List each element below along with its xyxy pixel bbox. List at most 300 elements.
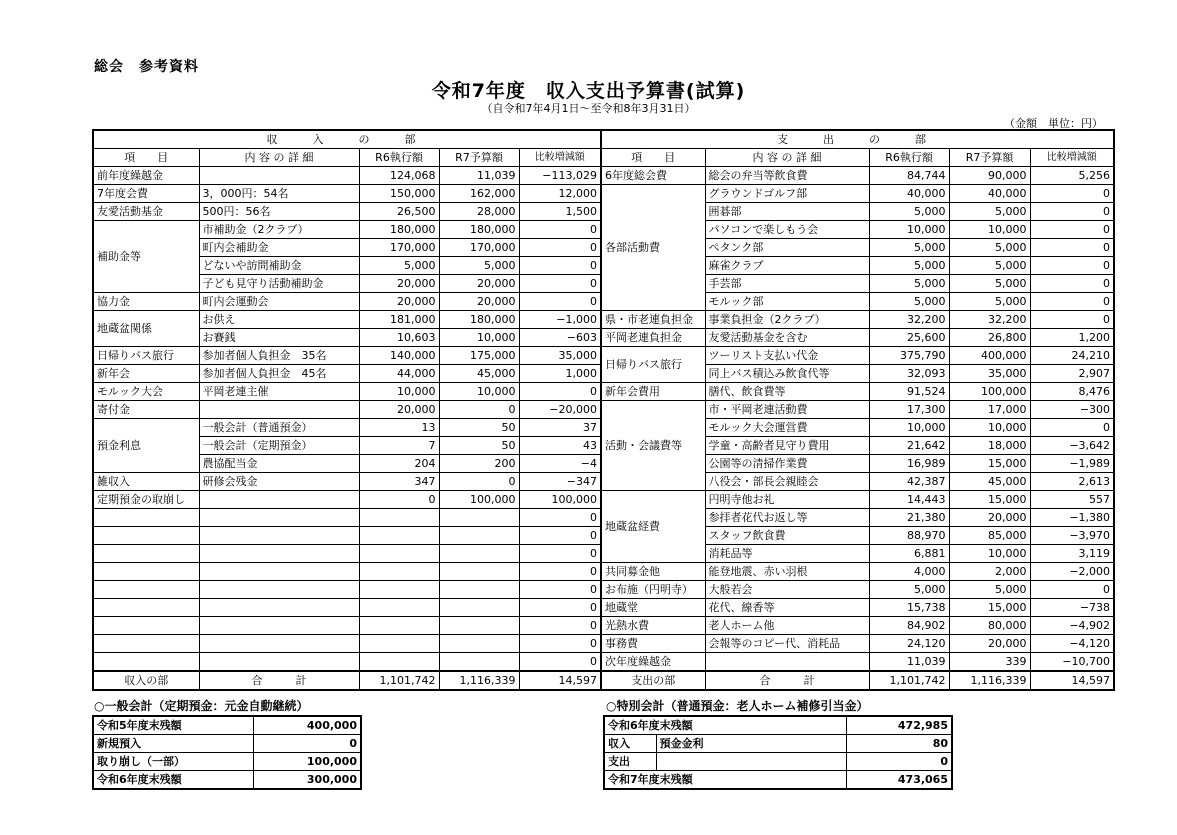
income-r7: 0 xyxy=(439,401,519,419)
expense-col-r6: R6執行額 xyxy=(869,149,949,167)
expense-r6: 84,902 xyxy=(869,617,949,635)
table-row xyxy=(93,653,1114,672)
income-detail xyxy=(199,527,359,545)
expense-detail: 大般若会 xyxy=(705,581,869,599)
expense-detail: 市・平岡老連活動費 xyxy=(705,401,869,419)
expense-total-r7: 1,116,339 xyxy=(949,671,1030,690)
special-label: 収入 xyxy=(604,735,656,753)
income-detail xyxy=(199,635,359,653)
expense-diff: 3,119 xyxy=(1030,545,1114,563)
income-r7 xyxy=(439,599,519,617)
expense-detail: 囲碁部 xyxy=(705,203,869,221)
income-item xyxy=(93,635,199,653)
expense-diff: 0 xyxy=(1030,293,1114,311)
special-account-title: ○特別会計（普通預金：老人ホーム補修引当金） xyxy=(606,699,869,713)
income-r6: 204 xyxy=(359,455,439,473)
expense-diff: −4,120 xyxy=(1030,635,1114,653)
expense-r7: 5,000 xyxy=(949,203,1030,221)
income-item: 補助金等 xyxy=(93,221,199,293)
income-r7: 200 xyxy=(439,455,519,473)
income-r6: 150,000 xyxy=(359,185,439,203)
income-r7 xyxy=(439,635,519,653)
income-diff: 37 xyxy=(519,419,601,437)
expense-r7: 35,000 xyxy=(949,365,1030,383)
expense-r6: 25,600 xyxy=(869,329,949,347)
expense-detail: 八役会・部長会親睦会 xyxy=(705,473,869,491)
expense-r7: 85,000 xyxy=(949,527,1030,545)
income-r6: 10,603 xyxy=(359,329,439,347)
income-diff: 0 xyxy=(519,275,601,293)
table-row xyxy=(93,167,1114,185)
special-value: 473,065 xyxy=(846,771,952,790)
income-r6 xyxy=(359,545,439,563)
expense-diff: 2,613 xyxy=(1030,473,1114,491)
expense-r7: 80,000 xyxy=(949,617,1030,635)
expense-detail: グラウンドゴルフ部 xyxy=(705,185,869,203)
income-detail xyxy=(199,491,359,509)
general-value: 300,000 xyxy=(253,771,361,790)
expense-detail: 老人ホーム他 xyxy=(705,617,869,635)
expense-item: 地蔵堂 xyxy=(601,599,705,617)
expense-r6: 17,300 xyxy=(869,401,949,419)
income-item xyxy=(93,599,199,617)
general-row xyxy=(93,716,361,735)
income-r7: 45,000 xyxy=(439,365,519,383)
income-diff: −113,029 xyxy=(519,167,601,185)
income-item xyxy=(93,509,199,527)
income-r6 xyxy=(359,653,439,672)
income-detail xyxy=(199,401,359,419)
income-total-r6: 1,101,742 xyxy=(359,671,439,690)
special-account-table xyxy=(603,715,953,790)
income-total-label: 収入の部 xyxy=(93,671,199,690)
special-value: 80 xyxy=(846,735,952,753)
expense-r6: 21,380 xyxy=(869,509,949,527)
income-col-detail: 内 容 の 詳 細 xyxy=(199,149,359,167)
income-r6 xyxy=(359,599,439,617)
general-label: 令和5年度末残額 xyxy=(93,716,253,735)
income-item: 前年度繰越金 xyxy=(93,167,199,185)
income-col-r6: R6執行額 xyxy=(359,149,439,167)
expense-r6: 10,000 xyxy=(869,419,949,437)
income-item: 定期預金の取崩し xyxy=(93,491,199,509)
income-diff: 0 xyxy=(519,563,601,581)
table-row xyxy=(93,311,1114,329)
expense-r6: 32,200 xyxy=(869,311,949,329)
total-row xyxy=(93,671,1114,690)
expense-detail: スタッフ飲食費 xyxy=(705,527,869,545)
expense-diff: −738 xyxy=(1030,599,1114,617)
income-col-diff: 比較増減額 xyxy=(519,149,601,167)
special-value: 0 xyxy=(846,753,952,771)
expense-item: 6年度総会費 xyxy=(601,167,705,185)
expense-detail: ツーリスト支払い代金 xyxy=(705,347,869,365)
expense-detail: 参拝者花代お返し等 xyxy=(705,509,869,527)
table-row xyxy=(93,617,1114,635)
income-r7: 10,000 xyxy=(439,329,519,347)
expense-detail: 膳代、飲食費等 xyxy=(705,383,869,401)
table-row xyxy=(93,581,1114,599)
fiscal-period: （自令和7年4月1日～至令和8年3月31日） xyxy=(481,102,696,115)
general-row xyxy=(93,753,361,771)
income-detail: 一般会計（普通預金） xyxy=(199,419,359,437)
expense-detail: 花代、線香等 xyxy=(705,599,869,617)
expense-r7: 5,000 xyxy=(949,581,1030,599)
income-diff: −347 xyxy=(519,473,601,491)
income-r6 xyxy=(359,635,439,653)
expense-diff: 0 xyxy=(1030,257,1114,275)
expense-r7: 15,000 xyxy=(949,455,1030,473)
special-sublabel xyxy=(656,753,846,771)
expense-r7: 5,000 xyxy=(949,239,1030,257)
income-item: 日帰りバス旅行 xyxy=(93,347,199,365)
expense-total-diff: 14,597 xyxy=(1030,671,1114,690)
income-detail: お供え xyxy=(199,311,359,329)
expense-diff: 1,200 xyxy=(1030,329,1114,347)
income-col-item: 項 目 xyxy=(93,149,199,167)
expense-r7: 15,000 xyxy=(949,491,1030,509)
expense-r7: 400,000 xyxy=(949,347,1030,365)
expense-item: 事務費 xyxy=(601,635,705,653)
expense-r7: 26,800 xyxy=(949,329,1030,347)
income-detail xyxy=(199,653,359,672)
expense-item: 各部活動費 xyxy=(601,185,705,311)
expense-r6: 375,790 xyxy=(869,347,949,365)
income-detail xyxy=(199,599,359,617)
income-r6: 44,000 xyxy=(359,365,439,383)
income-r7: 28,000 xyxy=(439,203,519,221)
table-row xyxy=(93,491,1114,509)
expense-detail: 麻雀クラブ xyxy=(705,257,869,275)
income-detail xyxy=(199,581,359,599)
expense-r7: 15,000 xyxy=(949,599,1030,617)
income-r7: 180,000 xyxy=(439,311,519,329)
expense-r7: 100,000 xyxy=(949,383,1030,401)
income-detail: どないや訪問補助金 xyxy=(199,257,359,275)
income-r7 xyxy=(439,581,519,599)
income-total-r7: 1,116,339 xyxy=(439,671,519,690)
expense-r6: 5,000 xyxy=(869,239,949,257)
income-item: 預金利息 xyxy=(93,419,199,473)
expense-r7: 20,000 xyxy=(949,509,1030,527)
income-diff: 0 xyxy=(519,257,601,275)
expense-detail: ペタンク部 xyxy=(705,239,869,257)
expense-r6: 5,000 xyxy=(869,293,949,311)
expense-total-r6: 1,101,742 xyxy=(869,671,949,690)
income-r6: 0 xyxy=(359,491,439,509)
income-diff: 100,000 xyxy=(519,491,601,509)
income-detail: お賽銭 xyxy=(199,329,359,347)
expense-r6: 21,642 xyxy=(869,437,949,455)
general-row xyxy=(93,771,361,790)
expense-diff: −3,970 xyxy=(1030,527,1114,545)
income-diff: 1,000 xyxy=(519,365,601,383)
income-item: 雑収入 xyxy=(93,473,199,491)
expense-diff: −3,642 xyxy=(1030,437,1114,455)
income-item: 地蔵盆関係 xyxy=(93,311,199,347)
expense-r6: 14,443 xyxy=(869,491,949,509)
general-value: 0 xyxy=(253,735,361,753)
income-r7: 5,000 xyxy=(439,257,519,275)
expense-diff: 2,907 xyxy=(1030,365,1114,383)
income-r7 xyxy=(439,527,519,545)
special-label: 令和7年度末残額 xyxy=(604,771,846,790)
special-label: 令和6年度末残額 xyxy=(604,716,846,735)
expense-item: 次年度繰越金 xyxy=(601,653,705,672)
income-detail: 市補助金（2クラブ） xyxy=(199,221,359,239)
expense-col-detail: 内 容 の 詳 細 xyxy=(705,149,869,167)
expense-diff: 0 xyxy=(1030,221,1114,239)
income-diff: 43 xyxy=(519,437,601,455)
expense-item: 光熱水費 xyxy=(601,617,705,635)
income-r6 xyxy=(359,527,439,545)
income-r7: 0 xyxy=(439,473,519,491)
income-item xyxy=(93,527,199,545)
income-r7: 170,000 xyxy=(439,239,519,257)
income-total-mid: 合 計 xyxy=(199,671,359,690)
income-diff: −20,000 xyxy=(519,401,601,419)
expense-diff: 5,256 xyxy=(1030,167,1114,185)
expense-r6: 91,524 xyxy=(869,383,949,401)
income-diff: 1,500 xyxy=(519,203,601,221)
expense-diff: 8,476 xyxy=(1030,383,1114,401)
expense-r6: 40,000 xyxy=(869,185,949,203)
expense-detail: 学童・高齢者見守り費用 xyxy=(705,437,869,455)
expense-r6: 5,000 xyxy=(869,581,949,599)
expense-detail: 事業負担金（2クラブ） xyxy=(705,311,869,329)
income-detail xyxy=(199,617,359,635)
expense-diff: 0 xyxy=(1030,311,1114,329)
income-item: 新年会 xyxy=(93,365,199,383)
income-item: 寄付金 xyxy=(93,401,199,419)
expense-diff: 0 xyxy=(1030,419,1114,437)
expense-item: お布施（円明寺） xyxy=(601,581,705,599)
income-r6: 140,000 xyxy=(359,347,439,365)
income-diff: 0 xyxy=(519,545,601,563)
expense-r6: 5,000 xyxy=(869,203,949,221)
income-r7: 175,000 xyxy=(439,347,519,365)
expense-detail: 円明寺他お礼 xyxy=(705,491,869,509)
expense-r6: 88,970 xyxy=(869,527,949,545)
income-item: 協力金 xyxy=(93,293,199,311)
income-r6: 13 xyxy=(359,419,439,437)
income-item xyxy=(93,581,199,599)
income-r7: 180,000 xyxy=(439,221,519,239)
expense-r7: 32,200 xyxy=(949,311,1030,329)
expense-r7: 18,000 xyxy=(949,437,1030,455)
income-r6 xyxy=(359,509,439,527)
income-r7: 50 xyxy=(439,437,519,455)
expense-r7: 5,000 xyxy=(949,293,1030,311)
expense-col-diff: 比較増減額 xyxy=(1030,149,1114,167)
expense-diff: −1,989 xyxy=(1030,455,1114,473)
expense-r7: 10,000 xyxy=(949,419,1030,437)
general-label: 新規預入 xyxy=(93,735,253,753)
income-detail xyxy=(199,509,359,527)
expense-item: 日帰りバス旅行 xyxy=(601,347,705,383)
income-r7: 10,000 xyxy=(439,383,519,401)
expense-r6: 84,744 xyxy=(869,167,949,185)
expense-r6: 16,989 xyxy=(869,455,949,473)
expense-diff: −4,902 xyxy=(1030,617,1114,635)
income-total-diff: 14,597 xyxy=(519,671,601,690)
income-diff: 0 xyxy=(519,221,601,239)
income-detail: 平岡老連主催 xyxy=(199,383,359,401)
expense-r7: 10,000 xyxy=(949,221,1030,239)
special-label: 支出 xyxy=(604,753,656,771)
expense-col-item: 項 目 xyxy=(601,149,705,167)
income-diff: 35,000 xyxy=(519,347,601,365)
income-item: 7年度会費 xyxy=(93,185,199,203)
expense-diff: −10,700 xyxy=(1030,653,1114,672)
expense-detail: 能登地震、赤い羽根 xyxy=(705,563,869,581)
expense-r7: 20,000 xyxy=(949,635,1030,653)
income-item: モルック大会 xyxy=(93,383,199,401)
income-r6 xyxy=(359,617,439,635)
income-detail: 研修会残金 xyxy=(199,473,359,491)
income-r6: 124,068 xyxy=(359,167,439,185)
expense-total-mid: 合 計 xyxy=(705,671,869,690)
income-detail: 子ども見守り活動補助金 xyxy=(199,275,359,293)
general-account-table xyxy=(92,715,362,790)
expense-r6: 6,881 xyxy=(869,545,949,563)
expense-r7: 40,000 xyxy=(949,185,1030,203)
general-label: 令和6年度末残額 xyxy=(93,771,253,790)
expense-r6: 24,120 xyxy=(869,635,949,653)
income-item xyxy=(93,545,199,563)
table-row xyxy=(93,185,1114,203)
expense-detail: 同上バス積込み飲食代等 xyxy=(705,365,869,383)
general-label: 取り崩し（一部） xyxy=(93,753,253,771)
income-col-r7: R7予算額 xyxy=(439,149,519,167)
general-value: 400,000 xyxy=(253,716,361,735)
expense-r7: 5,000 xyxy=(949,275,1030,293)
expense-diff: 557 xyxy=(1030,491,1114,509)
income-detail: 一般会計（定期預金） xyxy=(199,437,359,455)
income-r6: 20,000 xyxy=(359,401,439,419)
special-row xyxy=(604,716,952,735)
income-detail: 町内会補助金 xyxy=(199,239,359,257)
income-r6: 170,000 xyxy=(359,239,439,257)
expense-r7: 2,000 xyxy=(949,563,1030,581)
expense-detail: モルック部 xyxy=(705,293,869,311)
expense-diff: −300 xyxy=(1030,401,1114,419)
income-detail: 参加者個人負担金 45名 xyxy=(199,365,359,383)
income-diff: 0 xyxy=(519,509,601,527)
expense-r7: 90,000 xyxy=(949,167,1030,185)
income-item xyxy=(93,563,199,581)
special-row xyxy=(604,753,952,771)
income-r7: 20,000 xyxy=(439,275,519,293)
expense-r6: 32,093 xyxy=(869,365,949,383)
expense-diff: 0 xyxy=(1030,185,1114,203)
general-row xyxy=(93,735,361,753)
expense-detail: 総会の弁当等飲食費 xyxy=(705,167,869,185)
income-detail xyxy=(199,545,359,563)
income-r6: 7 xyxy=(359,437,439,455)
table-row xyxy=(93,563,1114,581)
income-diff: 0 xyxy=(519,293,601,311)
income-r7 xyxy=(439,653,519,672)
special-row xyxy=(604,735,952,753)
expense-item: 地蔵盆経費 xyxy=(601,491,705,563)
expense-r6: 5,000 xyxy=(869,257,949,275)
income-r6 xyxy=(359,563,439,581)
income-r6: 20,000 xyxy=(359,275,439,293)
unit-note: （金額 単位：円） xyxy=(1004,117,1103,130)
column-header-row xyxy=(93,149,1114,167)
expense-item: 新年会費用 xyxy=(601,383,705,401)
expense-detail: 消耗品等 xyxy=(705,545,869,563)
document-label: 総会 参考資料 xyxy=(94,59,199,75)
income-section-title: 収 入 の 部 xyxy=(93,130,601,149)
income-r6: 26,500 xyxy=(359,203,439,221)
expense-r7: 10,000 xyxy=(949,545,1030,563)
income-r6: 181,000 xyxy=(359,311,439,329)
income-item xyxy=(93,617,199,635)
income-detail: 町内会運動会 xyxy=(199,293,359,311)
income-detail: 参加者個人負担金 35名 xyxy=(199,347,359,365)
income-r6: 347 xyxy=(359,473,439,491)
table-row xyxy=(93,329,1114,347)
income-r7 xyxy=(439,617,519,635)
income-diff: −1,000 xyxy=(519,311,601,329)
expense-detail: モルック大会運営費 xyxy=(705,419,869,437)
general-account-title: ○一般会計（定期預金：元金自動継続） xyxy=(94,699,309,713)
expense-detail: 友愛活動基金を含む xyxy=(705,329,869,347)
expense-item: 活動・会議費等 xyxy=(601,401,705,491)
expense-diff: 0 xyxy=(1030,239,1114,257)
budget-table xyxy=(92,129,1115,691)
expense-diff: −2,000 xyxy=(1030,563,1114,581)
expense-detail: 手芸部 xyxy=(705,275,869,293)
expense-detail xyxy=(705,653,869,672)
expense-r6: 11,039 xyxy=(869,653,949,672)
expense-r6: 15,738 xyxy=(869,599,949,617)
expense-r6: 10,000 xyxy=(869,221,949,239)
expense-r7: 5,000 xyxy=(949,257,1030,275)
income-diff: 12,000 xyxy=(519,185,601,203)
expense-diff: 0 xyxy=(1030,581,1114,599)
income-item xyxy=(93,653,199,672)
income-r7: 50 xyxy=(439,419,519,437)
table-row xyxy=(93,401,1114,419)
expense-item: 共同募金他 xyxy=(601,563,705,581)
income-r7: 162,000 xyxy=(439,185,519,203)
expense-r7: 17,000 xyxy=(949,401,1030,419)
income-item: 友愛活動基金 xyxy=(93,203,199,221)
income-r7: 100,000 xyxy=(439,491,519,509)
table-row xyxy=(93,347,1114,365)
expense-section-title: 支 出 の 部 xyxy=(601,130,1114,149)
expense-col-r7: R7予算額 xyxy=(949,149,1030,167)
income-r6: 20,000 xyxy=(359,293,439,311)
income-r6: 180,000 xyxy=(359,221,439,239)
income-r6: 5,000 xyxy=(359,257,439,275)
income-diff: 0 xyxy=(519,527,601,545)
page-title: 令和7年度 収入支出予算書(試算) xyxy=(431,80,746,102)
expense-r6: 4,000 xyxy=(869,563,949,581)
income-r6: 10,000 xyxy=(359,383,439,401)
expense-item: 県・市老連負担金 xyxy=(601,311,705,329)
income-diff: 0 xyxy=(519,599,601,617)
income-detail: 農協配当金 xyxy=(199,455,359,473)
income-detail: 500円：56名 xyxy=(199,203,359,221)
expense-total-label: 支出の部 xyxy=(601,671,705,690)
income-detail xyxy=(199,563,359,581)
income-diff: −603 xyxy=(519,329,601,347)
expense-detail: 公園等の清掃作業費 xyxy=(705,455,869,473)
